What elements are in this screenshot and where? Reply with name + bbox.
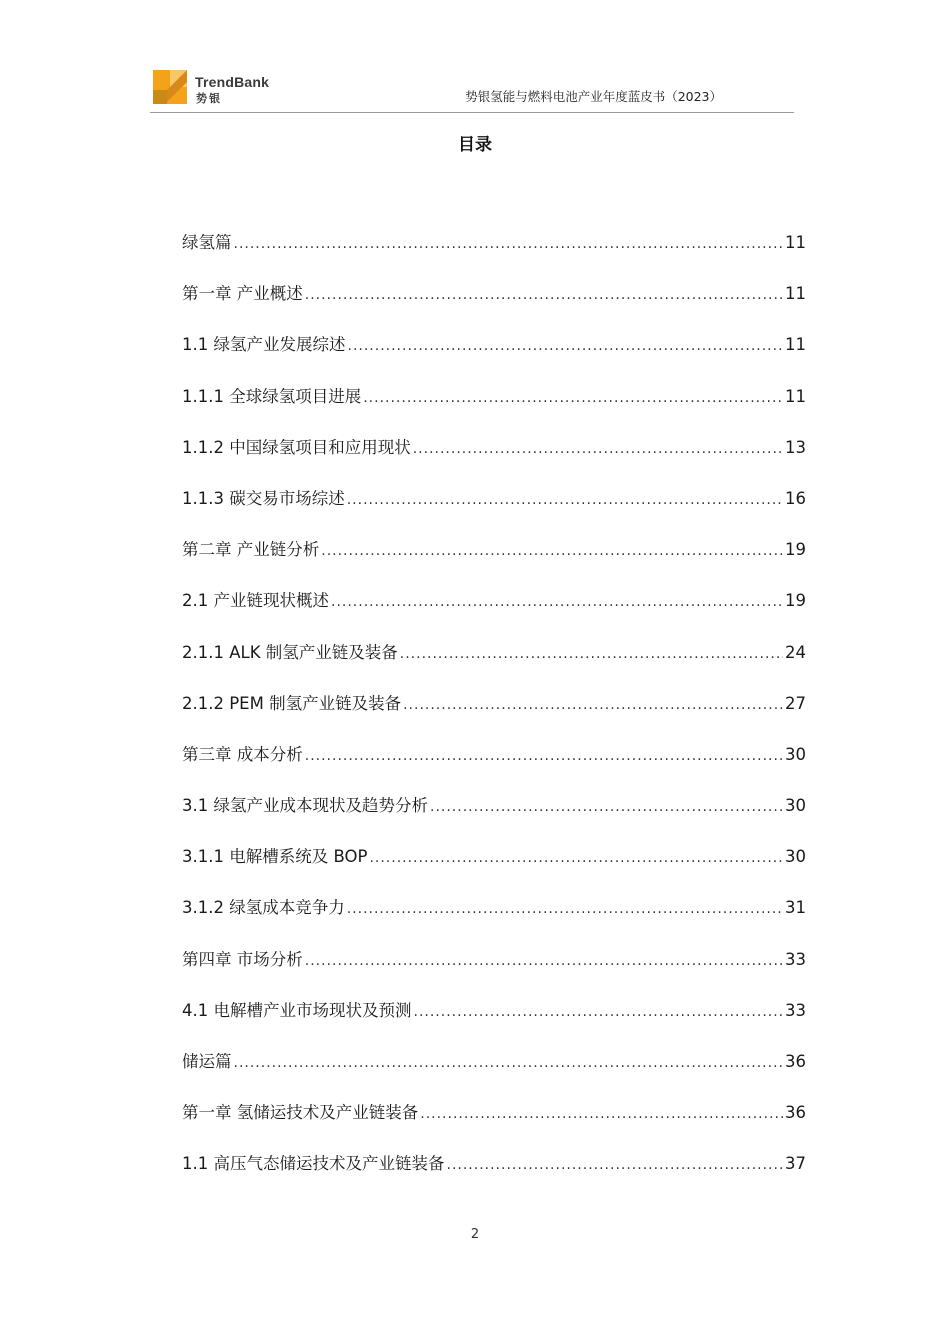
toc-entry[interactable] xyxy=(182,1099,806,1150)
toc-entry[interactable] xyxy=(182,485,806,536)
toc-entry-title: 1.1.2 中国绿氢项目和应用现状 xyxy=(182,437,411,457)
toc-entry-page: 16 xyxy=(785,488,806,508)
logo-text-en: TrendBank xyxy=(195,74,270,90)
toc-entry-title: 1.1 绿氢产业发展综述 xyxy=(182,335,346,355)
toc-entry[interactable] xyxy=(182,331,806,382)
toc-leader-dots xyxy=(430,799,783,815)
toc-leader-dots xyxy=(403,697,783,713)
toc-leader-dots xyxy=(234,236,784,252)
toc-entry-title: 4.1 电解槽产业市场现状及预测 xyxy=(182,1000,412,1020)
toc-entry-title: 2.1 产业链现状概述 xyxy=(182,591,329,611)
table-of-contents xyxy=(182,229,806,1202)
toc-leader-dots xyxy=(420,1106,783,1122)
toc-entry[interactable] xyxy=(182,536,806,587)
toc-entry-page: 24 xyxy=(785,642,806,662)
toc-leader-dots xyxy=(447,1157,784,1173)
toc-entry-page: 11 xyxy=(785,335,806,355)
toc-entry-title: 3.1.1 电解槽系统及 BOP xyxy=(182,847,368,867)
toc-entry-page: 19 xyxy=(785,540,806,560)
trendbank-logo-mark-icon xyxy=(153,70,187,104)
toc-entry-title: 3.1 绿氢产业成本现状及趋势分析 xyxy=(182,796,428,816)
toc-entry[interactable] xyxy=(182,434,806,485)
toc-entry-title: 1.1 高压气态储运技术及产业链装备 xyxy=(182,1154,445,1174)
toc-leader-dots xyxy=(305,287,783,303)
toc-entry[interactable] xyxy=(182,690,806,741)
toc-entry[interactable] xyxy=(182,894,806,945)
toc-entry[interactable] xyxy=(182,1048,806,1099)
toc-leader-dots xyxy=(234,1055,784,1071)
toc-leader-dots xyxy=(400,646,783,662)
toc-entry[interactable] xyxy=(182,946,806,997)
toc-entry-page: 36 xyxy=(785,1052,806,1071)
toc-leader-dots xyxy=(331,594,783,610)
toc-entry-page: 27 xyxy=(785,693,806,713)
toc-leader-dots xyxy=(363,390,783,406)
toc-entry-page: 36 xyxy=(785,1103,806,1123)
document-title: 势银氢能与燃料电池产业年度蓝皮书（2023） xyxy=(465,89,722,104)
toc-entry-title: 1.1.3 碳交易市场综述 xyxy=(182,488,345,508)
toc-entry-title: 绿氢篇 xyxy=(182,233,232,252)
toc-leader-dots xyxy=(305,953,783,969)
toc-leader-dots xyxy=(369,850,783,866)
toc-entry-page: 11 xyxy=(785,284,806,304)
logo-text-cn: 势银 xyxy=(196,92,222,105)
toc-entry-page: 11 xyxy=(785,386,806,406)
toc-entry-title: 第一章 氢储运技术及产业链装备 xyxy=(182,1103,419,1123)
toc-leader-dots xyxy=(321,543,783,559)
toc-heading: 目录 xyxy=(458,135,492,155)
toc-entry[interactable] xyxy=(182,639,806,690)
toc-entry-title: 第四章 市场分析 xyxy=(182,949,303,969)
toc-entry-page: 11 xyxy=(785,233,806,252)
toc-entry-title: 3.1.2 绿氢成本竞争力 xyxy=(182,898,345,918)
toc-entry-page: 33 xyxy=(785,1000,806,1020)
toc-leader-dots xyxy=(413,441,783,457)
toc-entry-page: 13 xyxy=(785,437,806,457)
toc-entry-title: 2.1.2 PEM 制氢产业链及装备 xyxy=(182,693,402,713)
trendbank-logo xyxy=(153,70,283,106)
toc-entry[interactable] xyxy=(182,792,806,843)
toc-leader-dots xyxy=(414,1004,784,1020)
toc-entry-title: 1.1.1 全球绿氢项目进展 xyxy=(182,386,362,406)
toc-entry-title: 储运篇 xyxy=(182,1052,232,1071)
toc-entry-title: 第三章 成本分析 xyxy=(182,744,303,764)
toc-entry-page: 30 xyxy=(785,847,806,867)
page-number: 2 xyxy=(470,1227,480,1242)
toc-leader-dots xyxy=(305,748,783,764)
toc-entry[interactable] xyxy=(182,383,806,434)
toc-entry-title: 第一章 产业概述 xyxy=(182,284,303,304)
toc-entry-page: 30 xyxy=(785,744,806,764)
page-header xyxy=(150,68,794,112)
toc-entry[interactable] xyxy=(182,741,806,792)
toc-leader-dots xyxy=(347,492,783,508)
toc-entry-page: 19 xyxy=(785,591,806,611)
toc-entry[interactable] xyxy=(182,280,806,331)
header-divider xyxy=(150,112,794,113)
toc-entry-page: 31 xyxy=(785,898,806,918)
toc-entry[interactable] xyxy=(182,997,806,1048)
toc-entry[interactable] xyxy=(182,587,806,638)
toc-entry-title: 2.1.1 ALK 制氢产业链及装备 xyxy=(182,642,398,662)
toc-leader-dots xyxy=(348,338,784,354)
toc-entry[interactable] xyxy=(182,843,806,894)
toc-entry-page: 33 xyxy=(785,949,806,969)
toc-leader-dots xyxy=(347,901,783,917)
toc-entry[interactable] xyxy=(182,1150,806,1201)
toc-entry-page: 30 xyxy=(785,796,806,816)
toc-entry-title: 第二章 产业链分析 xyxy=(182,540,320,560)
toc-entry[interactable] xyxy=(182,229,806,280)
toc-entry-page: 37 xyxy=(785,1154,806,1174)
